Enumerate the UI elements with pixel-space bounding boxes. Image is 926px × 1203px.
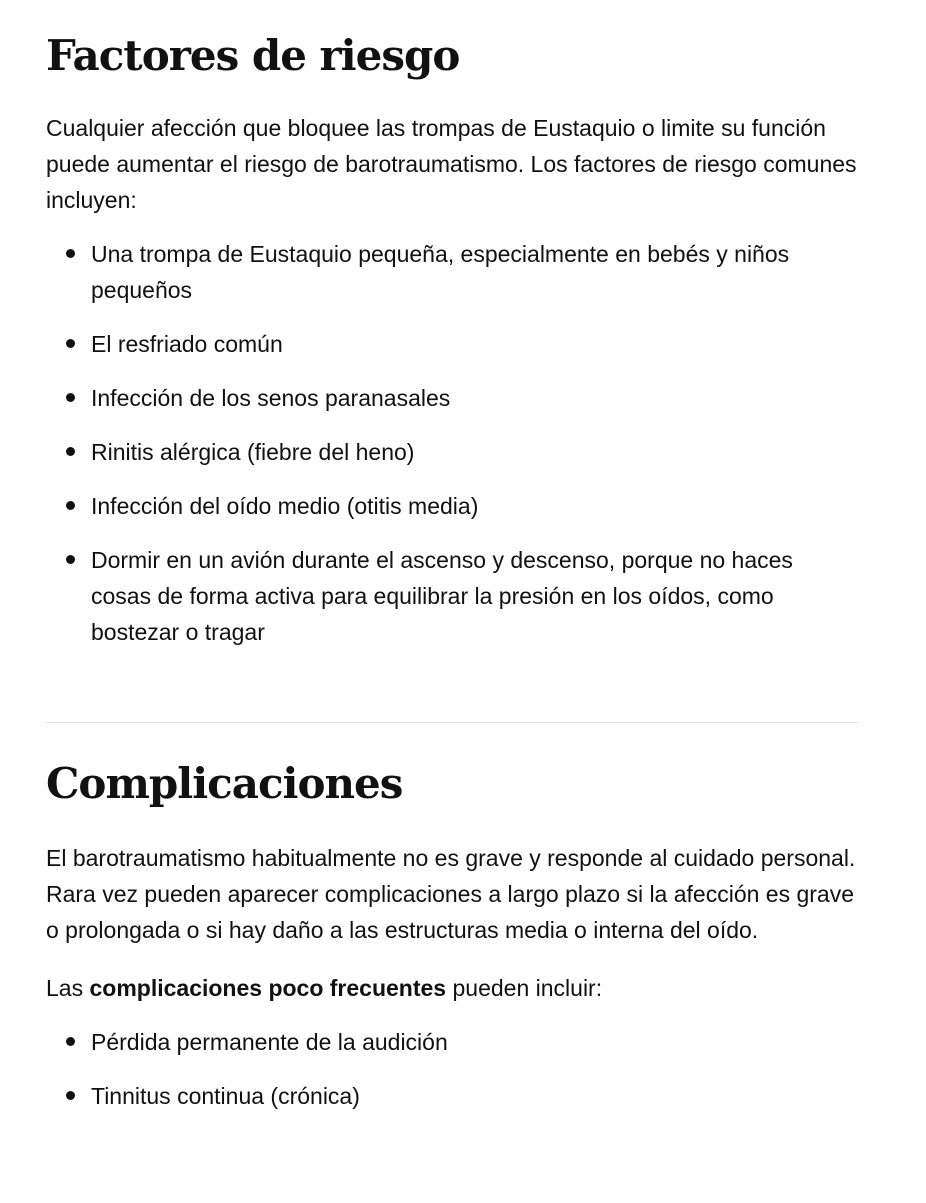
bullet-icon bbox=[66, 393, 75, 402]
risk-factors-heading: Factores de riesgo bbox=[46, 31, 460, 80]
complications-intro: El barotraumatismo habitualmente no es grave y responde al cuidado personal. Rara vez pueden aparecer complicaciones a largo plazo si la afección es grave o prolongada o si hay daño a las estructuras media o interna del oído. bbox=[46, 845, 856, 943]
bullet-icon bbox=[66, 1091, 75, 1100]
list-item bbox=[46, 380, 858, 416]
risk-factors-section bbox=[46, 30, 858, 650]
bullet-icon bbox=[66, 339, 75, 348]
list-item-text: Tinnitus continua (crónica) bbox=[91, 1083, 360, 1109]
list-item-text: Una trompa de Eustaquio pequeña, especialmente en bebés y niños pequeños bbox=[91, 241, 790, 303]
list-item-text: Dormir en un avión durante el ascenso y descenso, porque no haces cosas de forma activa para equilibrar la presión en los oídos, como bostezar o tragar bbox=[91, 547, 793, 645]
risk-factors-intro: Cualquier afección que bloquee las trompas de Eustaquio o limite su función puede aumentar el riesgo de barotraumatismo. Los factores de riesgo comunes incluyen: bbox=[46, 115, 857, 213]
list-item-text: Rinitis alérgica (fiebre del heno) bbox=[91, 439, 415, 465]
list-item bbox=[46, 326, 858, 362]
bullet-icon bbox=[66, 555, 75, 564]
bullet-icon bbox=[66, 249, 75, 258]
list-item bbox=[46, 542, 858, 650]
list-item-text: Infección de los senos paranasales bbox=[91, 385, 451, 411]
complications-section bbox=[46, 758, 858, 1132]
risk-factors-list bbox=[46, 236, 858, 650]
lead-bold: complicaciones poco frecuentes bbox=[89, 975, 447, 1001]
list-item bbox=[46, 488, 858, 524]
bullet-icon bbox=[66, 447, 75, 456]
article-content bbox=[46, 0, 858, 1109]
list-item bbox=[46, 1024, 858, 1060]
complications-heading: Complicaciones bbox=[46, 759, 403, 808]
list-item-text: Infección del oído medio (otitis media) bbox=[91, 493, 479, 519]
lead-prefix: Las bbox=[46, 975, 90, 1001]
list-item-text: El resfriado común bbox=[91, 331, 283, 357]
list-item bbox=[46, 236, 858, 308]
list-item bbox=[46, 1078, 858, 1114]
list-item bbox=[46, 434, 858, 470]
section-divider bbox=[46, 722, 858, 723]
bullet-icon bbox=[66, 501, 75, 510]
bullet-icon bbox=[66, 1037, 75, 1046]
list-item-text: Pérdida permanente de la audición bbox=[91, 1029, 448, 1055]
lead-suffix: pueden incluir: bbox=[446, 975, 603, 1001]
complications-lead bbox=[46, 970, 858, 1006]
complications-list bbox=[46, 1024, 858, 1114]
